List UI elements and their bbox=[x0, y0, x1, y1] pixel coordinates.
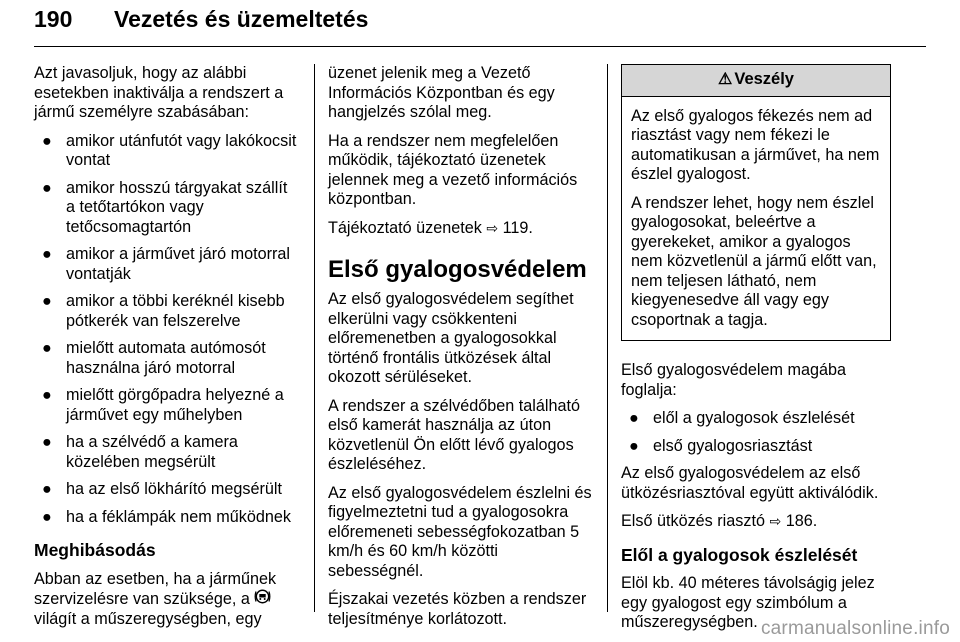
bullet-icon: ● bbox=[42, 178, 52, 197]
column-divider-1 bbox=[314, 64, 315, 612]
intro-paragraph: Azt javasoljuk, hogy az alábbi esetekben inaktiválja a rendszert a jármű személyre szabásában: bbox=[34, 64, 284, 121]
paragraph: üzenet jelenik meg a Vezető Információs Központban és egy hangjelzés szólal meg. bbox=[328, 64, 555, 121]
warning-title: Veszély bbox=[734, 70, 794, 88]
bullet-icon: ● bbox=[629, 436, 639, 455]
fault-heading: Meghibásodás bbox=[34, 540, 156, 560]
bullet-icon: ● bbox=[629, 409, 639, 427]
list-item: ● ha a féklámpák nem működnek bbox=[42, 507, 291, 526]
bullet-icon: ● bbox=[42, 131, 52, 150]
warning-box bbox=[621, 64, 891, 341]
paragraph: Az első gyalogosvédelem az első ütközésriasztóval együtt aktiválódik. bbox=[621, 464, 879, 502]
page-ref-arrow-icon: ⇨ bbox=[486, 219, 499, 236]
cross-reference: Tájékoztató üzenetek ⇨ 119. bbox=[328, 218, 533, 237]
service-vehicle-icon bbox=[254, 589, 271, 610]
list-item: ● első gyalogosriasztást bbox=[629, 436, 813, 455]
list-item: ● amikor a járművet járó motorral vontatják bbox=[42, 245, 290, 283]
paragraph: Elöl kb. 40 méteres távolságig jelez egy gyalogost egy szimbólum a műszeregységben. bbox=[621, 574, 875, 631]
bullet-icon: ● bbox=[42, 292, 52, 310]
header-divider bbox=[34, 46, 926, 47]
deactivation-list bbox=[34, 132, 300, 528]
paragraph: Éjszakai vezetés közben a rendszer teljesítménye korlátozott. bbox=[328, 590, 587, 628]
section-heading: Első gyalogosvédelem bbox=[328, 256, 587, 283]
list-item: ● elől a gyalogosok észlelését bbox=[629, 409, 855, 427]
paragraph: A rendszer a szélvédőben található első kamerát használja az úton közvetlenül Ön előtt lévő gyalogos észleléséhez. bbox=[328, 396, 580, 473]
column-middle bbox=[328, 64, 594, 638]
list-item: ● mielőtt automata autómosót használna járó motorral bbox=[42, 339, 266, 377]
list-item: ● amikor a többi keréknél kisebb pótkerék van felszerelve bbox=[42, 292, 285, 330]
warning-paragraph: Az első gyalogos fékezés nem ad riasztást vagy nem fékezi le automatikusan a járművet, ha nem észlel gyalogost. bbox=[631, 106, 880, 183]
paragraph: Első gyalogosvédelem magába foglalja: bbox=[621, 361, 846, 399]
warning-body bbox=[622, 97, 890, 341]
subsection-heading: Elől a gyalogosok észlelését bbox=[621, 544, 858, 565]
chapter-title: Vezetés és üzemeltetés bbox=[114, 6, 369, 32]
list-item: ● amikor utánfutót vagy lakókocsit vontat bbox=[42, 131, 297, 169]
watermark: carmanualsonline.info bbox=[760, 618, 950, 639]
page-number: 190 bbox=[34, 6, 73, 32]
paragraph: Az első gyalogosvédelem segíthet elkerülni vagy csökkenteni előremenetben a gyalogosokkal történő frontális ütközések által okozott sérüléseket. bbox=[328, 290, 574, 386]
list-item: ● ha az első lökhárító megsérült bbox=[42, 480, 282, 498]
paragraph: Az első gyalogosvédelem észlelni és figyelmeztetni tud a gyalogosokra előremeneti sebességfokozatban 5 km/h és 60 km/h közötti sebességnél. bbox=[328, 483, 592, 580]
column-divider-2 bbox=[607, 64, 608, 612]
warning-header bbox=[622, 65, 890, 97]
list-item: ● ha a szélvédő a kamera közelében megsérült bbox=[42, 433, 238, 471]
bullet-icon: ● bbox=[42, 245, 52, 263]
cross-reference: Első ütközés riasztó ⇨ 186. bbox=[621, 512, 818, 530]
column-left bbox=[34, 64, 300, 638]
warning-triangle-icon: ⚠ bbox=[718, 71, 733, 88]
list-item: ● mielőtt görgőpadra helyezné a járművet egy műhelyben bbox=[42, 386, 284, 424]
bullet-icon: ● bbox=[42, 480, 52, 498]
bullet-icon: ● bbox=[42, 339, 52, 357]
page-ref-arrow-icon: ⇨ bbox=[769, 513, 782, 529]
bullet-icon: ● bbox=[42, 507, 52, 526]
features-list bbox=[621, 409, 891, 456]
bullet-icon: ● bbox=[42, 433, 52, 451]
warning-paragraph: A rendszer lehet, hogy nem észlel gyalogosokat, beleértve a gyerekeket, amikor a gyalogos nem közvetlenül a jármű előtt van, nem teljesen látható, nem kiegyenesedve áll vagy egy csoportnak a tagja. bbox=[631, 193, 877, 329]
list-item: ● amikor hosszú tárgyakat szállít a tetőtartókon vagy tetőcsomagtartón bbox=[42, 178, 288, 236]
page-header bbox=[34, 0, 926, 52]
paragraph: Ha a rendszer nem megfelelően működik, tájékoztató üzenetek jelennek meg a vezető információs központban. bbox=[328, 131, 578, 208]
bullet-icon: ● bbox=[42, 386, 52, 404]
column-right bbox=[621, 64, 891, 642]
fault-paragraph: Abban az esetben, ha a járműnek szervizelésre van szüksége, a világít a műszeregységben, egy bbox=[34, 569, 277, 628]
